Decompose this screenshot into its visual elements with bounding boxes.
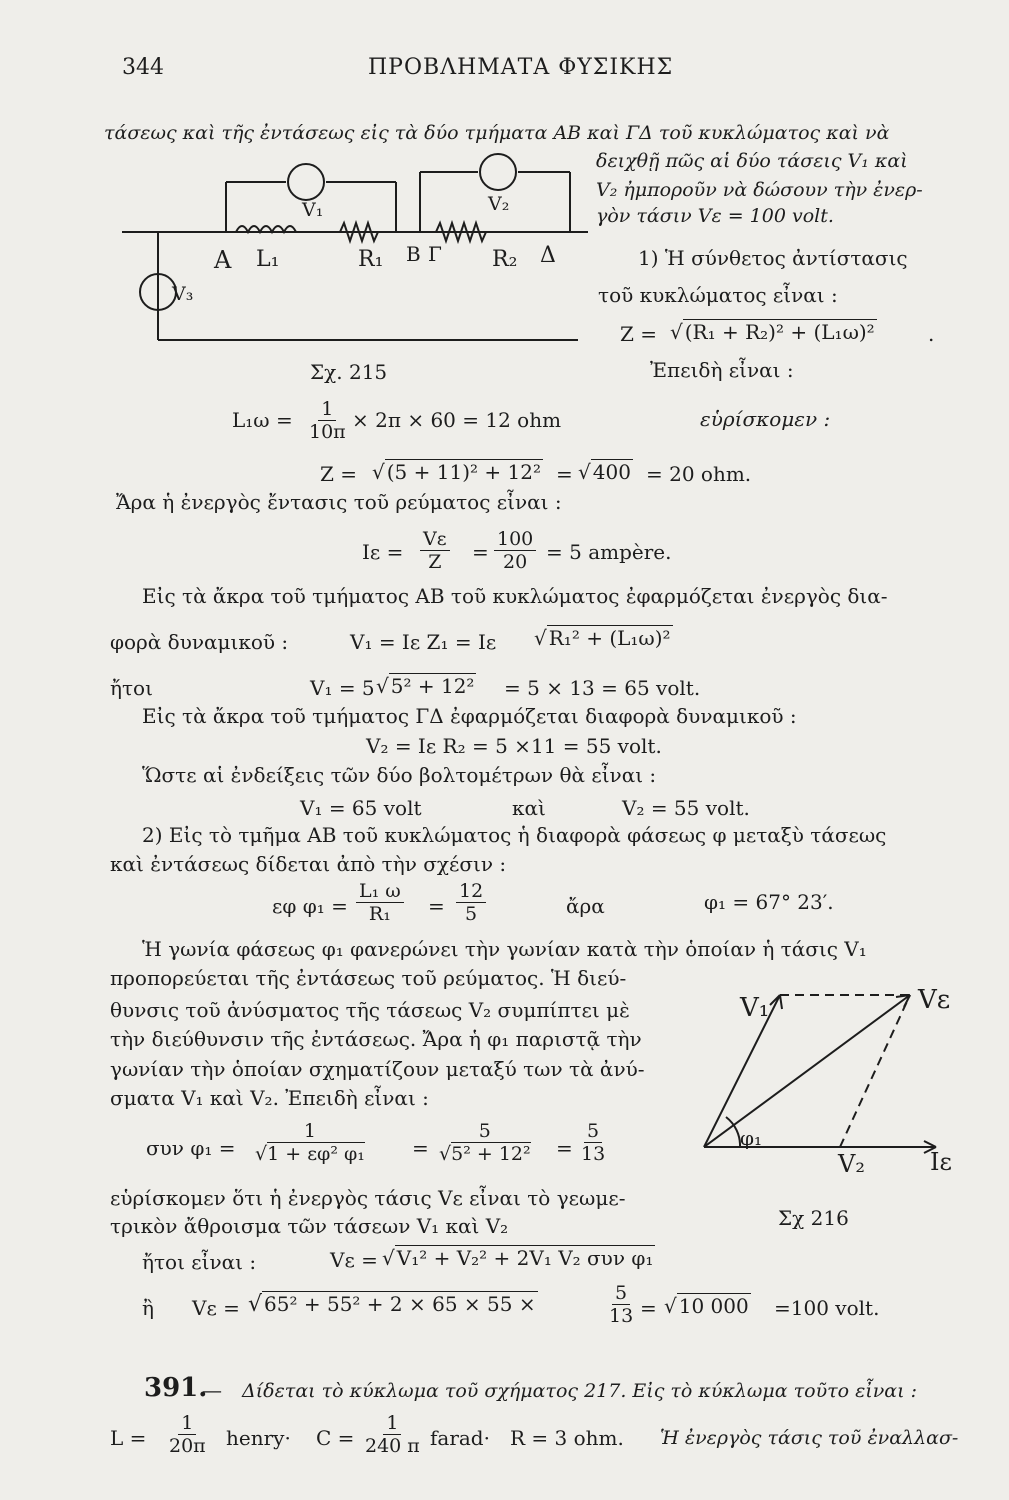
z2-radical-1: √ (5 + 11)² + 12² [372, 460, 541, 484]
z2-mid: = [556, 462, 573, 486]
intro-line: τάσεως καὶ τῆς ἐντάσεως εἰς τὰ δύο τμήματα ΑΒ καὶ ΓΔ τοῦ κυκλώματος καὶ νὰ [104, 122, 890, 144]
ve2-frac [606, 1282, 636, 1327]
l-lhs: L = [110, 1426, 147, 1450]
l-unit: henry· [226, 1426, 291, 1450]
circuit-label-v3: V₃ [172, 283, 194, 305]
ie-lhs: Iε = [362, 540, 404, 564]
or-label: ἢ [142, 1296, 154, 1320]
v1b-radicand: 5² + 12² [390, 674, 475, 698]
phase-para-3: θυνσις τοῦ ἀνύσματος τῆς τάσεως V₂ συμπίπτει μὲ [110, 998, 630, 1022]
circuit-label-a: A [214, 246, 232, 274]
ie-eq: = [472, 540, 489, 564]
lw-rest: × 2π × 60 = 12 ohm [352, 408, 562, 432]
phasor-label-ve: Vε [918, 985, 951, 1015]
ie-d2: 20 [503, 551, 528, 573]
problem-tail: Ἡ ἐνεργὸς τάσις τοῦ ἐναλλασ- [660, 1427, 959, 1449]
ie-n1: Vε [420, 528, 450, 551]
v1-radicand: R₁² + (L₁ω)² [548, 626, 671, 650]
problem-text: Δίδεται τὸ κύκλωμα τοῦ σχήματος 217. Εἰς τὸ κύκλωμα τοῦτο εἶναι : [242, 1380, 918, 1402]
ef-d2: 5 [465, 903, 478, 925]
z2-radical-2: √ 400 [578, 460, 631, 484]
phase-para-2: προπορεύεται τῆς ἐντάσεως τοῦ ρεύματος. Ἡ διεύ- [110, 966, 627, 990]
ve2-radicand: 65² + 55² + 2 × 65 × 55 × [264, 1292, 536, 1316]
lw-num: 1 [318, 398, 336, 421]
z-end: . [928, 322, 935, 346]
c-den: 240 π [365, 1435, 420, 1457]
phasor-label-ie: Iε [930, 1148, 952, 1176]
ara-label: ἄρα [566, 894, 605, 918]
circuit-label-l1: L₁ [256, 247, 280, 272]
z-lhs: Z = [620, 322, 658, 346]
ef-eq: = [428, 894, 445, 918]
ie-d1: Z [428, 551, 442, 573]
ef-frac-2 [456, 880, 486, 925]
syn-frac-1 [252, 1120, 368, 1165]
since-label: Ἐπειδὴ εἶναι : [650, 358, 794, 382]
step1-intro-b: τοῦ κυκλώματος εἶναι : [598, 283, 838, 307]
syn-frac-2 [436, 1120, 534, 1165]
ef-d1: R₁ [368, 903, 391, 925]
v1-formula: V₁ = Iε Z₁ = Iε [350, 630, 497, 654]
syn-d2: √5² + 12² [439, 1143, 531, 1165]
ab-line-2: φορὰ δυναμικοῦ : [110, 630, 289, 654]
page-number: 344 [122, 55, 164, 80]
find-label: εὑρίσκομεν : [700, 407, 831, 431]
phase-para-6: σματα V₁ καὶ V₂. Ἐπειδὴ εἶναι : [110, 1086, 429, 1110]
phase-para-5: γωνίαν τὴν ὁποίαν σχηματίζουν μεταξύ των τὰ ἀνύ- [110, 1057, 645, 1081]
therefore-line: Ἄρα ἡ ἐνεργὸς ἔντασις τοῦ ρεύματος εἶναι : [116, 490, 562, 514]
ie-frac-1 [420, 528, 450, 573]
ve2-radicand-2: 10 000 [678, 1294, 749, 1318]
phase-para-4: τὴν διεύθυνσιν τῆς ἐντάσεως. Ἄρα ἡ φ₁ παριστᾷ τὴν [110, 1027, 642, 1051]
ve-lhs: Vε = [330, 1248, 378, 1272]
intro-right-1: δειχθῇ πῶς αἱ δύο τάσεις V₁ καὶ [596, 150, 908, 172]
v2-formula: V₂ = Iε R₂ = 5 ×11 = 55 volt. [366, 734, 662, 758]
circuit-label-r2: R₂ [492, 247, 518, 272]
l-frac [166, 1412, 209, 1457]
phi-value: φ₁ = 67° 23′. [704, 890, 834, 914]
ve2-d: 13 [609, 1305, 634, 1327]
syn-n3: 5 [584, 1120, 602, 1143]
syn-d2-rad: 5² + 12² [451, 1143, 531, 1165]
syn-frac-3 [578, 1120, 608, 1165]
v1b-radical: √ 5² + 12² [376, 674, 475, 698]
figure-caption-215: Σχ. 215 [310, 360, 388, 384]
v1b-end: = 5 × 13 = 65 volt. [504, 676, 701, 700]
lw-fraction [306, 398, 349, 443]
c-frac [362, 1412, 423, 1457]
v1b-lhs: V₁ = 5 [310, 676, 375, 700]
syn-n2: 5 [476, 1120, 494, 1143]
phasor-label-phi1: φ₁ [740, 1126, 763, 1150]
v1-radical: √ R₁² + (L₁ω)² [534, 626, 671, 650]
kai-label: καὶ [512, 796, 546, 820]
circuit-label-v1: V₁ [302, 199, 324, 221]
ie-frac-2 [494, 528, 536, 573]
circuit-label-g: Γ [428, 242, 442, 266]
phase-para-1: Ἡ γωνία φάσεως φ₁ φανερώνει τὴν γωνίαν κατὰ τὴν ὁποίαν ἡ τάσις V₁ [142, 937, 867, 961]
z-radical: √ (R₁ + R₂)² + (L₁ω)² [670, 320, 875, 344]
l-den: 20π [169, 1435, 206, 1457]
ve2-radical: √ 65² + 55² + 2 × 65 × 55 × [248, 1292, 536, 1317]
v2-reading: V₂ = 55 volt. [622, 796, 750, 820]
phasor-label-v1: V₁ [740, 993, 770, 1023]
z2-radicand-2: 400 [592, 460, 631, 484]
ie-end: = 5 ampère. [546, 540, 672, 564]
circuit-label-d: Δ [540, 243, 556, 268]
v1-reading: V₁ = 65 volt [300, 796, 422, 820]
step2-line-2: καὶ ἐντάσεως δίδεται ἀπὸ τὴν σχέσιν : [110, 852, 507, 876]
intro-right-3: γὸν τάσιν Vε = 100 volt. [596, 205, 834, 227]
ef-lhs: εφ φ₁ = [272, 894, 348, 918]
syn-lhs: συν φ₁ = [146, 1136, 236, 1160]
ef-n2: 12 [456, 880, 486, 903]
ve2-radical-2: √ 10 000 [664, 1294, 749, 1318]
lw-lhs: L₁ω = [232, 408, 293, 432]
ve2-n: 5 [612, 1282, 630, 1305]
problem-dash: — [202, 1378, 222, 1402]
syn-d3: 13 [581, 1143, 606, 1165]
hetoi-2: ἤτοι εἶναι : [142, 1250, 257, 1274]
ab-line-1: Εἰς τὰ ἄκρα τοῦ τμήματος ΑΒ τοῦ κυκλώματος ἐφαρμόζεται ἐνεργὸς δια- [142, 584, 888, 608]
z2-radicand-1: (5 + 11)² + 12² [386, 460, 541, 484]
r-value: R = 3 ohm. [510, 1426, 624, 1450]
geometric-sum-1: εὑρίσκομεν ὅτι ἡ ἐνεργὸς τάσις Vε εἶναι τὸ γεωμε- [110, 1186, 626, 1210]
ve-radical: √ V₁² + V₂² + 2V₁ V₂ συν φ₁ [382, 1246, 654, 1270]
circuit-label-b: B [406, 242, 421, 266]
circuit-label-r1: R₁ [358, 247, 384, 272]
ef-n1: L₁ ω [356, 880, 404, 903]
hetoi-1: ἤτοι [110, 676, 153, 700]
z2-lhs: Z = [320, 462, 358, 486]
syn-d1: √1 + εφ² φ₁ [255, 1143, 365, 1165]
syn-d1-rad: 1 + εφ² φ₁ [267, 1143, 365, 1165]
ie-n2: 100 [494, 528, 536, 551]
gd-line-1: Εἰς τὰ ἄκρα τοῦ τμήματος ΓΔ ἐφαρμόζεται διαφορὰ δυναμικοῦ : [142, 704, 797, 728]
ve2-lhs: Vε = [192, 1296, 240, 1320]
ve-radicand: V₁² + V₂² + 2V₁ V₂ συν φ₁ [396, 1246, 654, 1270]
syn-eq-2: = [556, 1136, 573, 1160]
l-num: 1 [178, 1412, 196, 1435]
readings-line: Ὥστε αἱ ἐνδείξεις τῶν δύο βολτομέτρων θὰ εἶναι : [142, 763, 657, 787]
c-lhs: C = [316, 1426, 355, 1450]
lw-den: 10π [309, 421, 346, 443]
c-unit: farad· [430, 1426, 490, 1450]
c-num: 1 [383, 1412, 401, 1435]
ve2-end: =100 volt. [774, 1296, 880, 1320]
geometric-sum-2: τρικὸν ἄθροισμα τῶν τάσεων V₁ καὶ V₂ [110, 1214, 509, 1238]
z-radicand: (R₁ + R₂)² + (L₁ω)² [684, 320, 875, 344]
phasor-label-v2: V₂ [838, 1150, 865, 1178]
ve2-eq: = [640, 1296, 657, 1320]
syn-eq-1: = [412, 1136, 429, 1160]
running-title: ΠΡΟΒΛΗΜΑΤΑ ΦΥΣΙΚΗΣ [368, 55, 674, 80]
intro-right-2: V₂ ἠμποροῦν νὰ δώσουν τὴν ἐνερ- [596, 179, 923, 201]
ef-frac-1 [356, 880, 404, 925]
circuit-label-v2: V₂ [488, 193, 510, 215]
syn-n1: 1 [301, 1120, 319, 1143]
problem-number: 391. [144, 1373, 208, 1403]
figure-caption-216: Σχ 216 [778, 1206, 849, 1230]
step2-line-1: 2) Εἰς τὸ τμῆμα ΑΒ τοῦ κυκλώματος ἡ διαφορὰ φάσεως φ μεταξὺ τάσεως [142, 823, 887, 847]
z2-end: = 20 ohm. [646, 462, 752, 486]
step1-intro-a: 1) Ἡ σύνθετος ἀντίστασις [638, 246, 908, 270]
